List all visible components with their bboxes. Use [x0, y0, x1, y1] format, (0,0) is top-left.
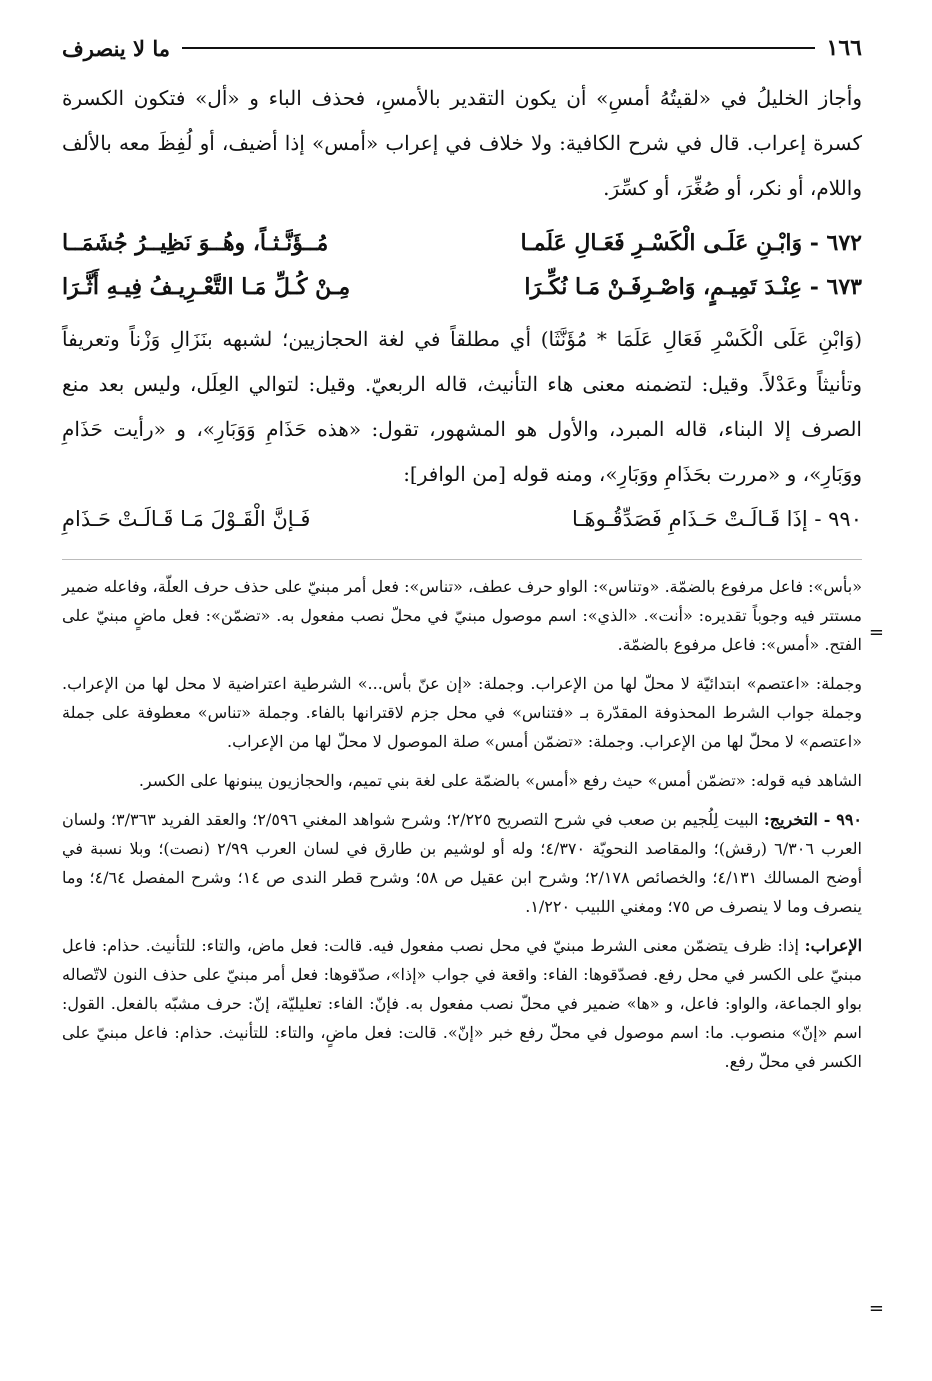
- verse-990-second-hemistich: فَـإنَّ الْقَـوْلَ مَـا قَـالَـتْ حَـذَامِ: [62, 507, 311, 531]
- running-title: ما لا ينصرف: [62, 35, 170, 61]
- header-rule: [182, 47, 815, 49]
- page-number: ١٦٦: [826, 35, 862, 61]
- footnote-separator: [62, 559, 862, 560]
- irab-text: إذا: ظرف يتضمّن معنى الشرط مبنيّ في محل نصب مفعول فيه. قالت: فعل ماض، والتاء: للتأنيث. حذام: فاعل مبنيّ على الكسر في محل رفع. فصدّقوها: الفاء: واقعة في جواب «إذا»، صدّقوها: فعل أمر مبنيّ على حذف النون لاتّصاله بواو الجماعة، والواو: فاعل، و «ها» ضمير في محلّ نصب مفعول به. فإنّ: الفاء: تعليليّة، إنّ: حرف مشبّه بالفعل. القول: اسم «إنّ» منصوب. ما: اسم موصول في محلّ رفع خبر «إنّ». قالت: فعل ماضٍ، والتاء: للتأنيث. حذام: فاعل مبنيّ على الكسر في محلّ رفع.: [62, 936, 862, 1071]
- footnote-irab: [62, 931, 862, 1076]
- irab-label: الإعراب:: [804, 936, 863, 955]
- verse-673-second-hemistich: مِـنْ كُـلِّ مَـا التَّعْـرِيـفُ فِيـهِ أَثَّـرَا: [62, 274, 351, 300]
- takhrij-text: البيت لِلُجيم بن صعب في شرح التصريح ٢/٢٢٥؛ وشرح شواهد المغني ٢/٥٩٦؛ والعقد الفريد ٣/٣٦٣؛ ولسان العرب ٦/٣٠٦ (رقش)؛ والمقاصد النحويّة ٤/٣٧٠؛ وله أو لوشيم بن طارق في لسان العرب ٢/٩٩ (نصت)؛ وبلا نسبة في أوضح المسالك ٤/١٣١؛ والخصائص ٢/١٧٨؛ وشرح ابن عقيل ص ٥٨؛ وشرح قطر الندى ص ١٤؛ وشرح المفصل ٤/٦٤؛ وما ينصرف وما لا ينصرف ص ٧٥؛ ومغني اللبيب ١/٢٢٠.: [62, 810, 863, 916]
- footnotes: [62, 572, 862, 1076]
- continuation-mark-bottom: =: [868, 1298, 884, 1319]
- footnote-takhrij: [62, 805, 862, 921]
- paragraph-1: وأجاز الخليلُ في «لقيتُهُ أمسِ» أن يكون التقدير بالأمسِ، فحذف الباء و «أل» فتكون الكسرة كسرة إعراب. قال في شرح الكافية: ولا خلاف في إعراب «أمس» إذا أضيف، أو لُفِظَ معه بالألف واللام، أو نكر، أو صُغِّرَ، أو كسِّرَ.: [62, 86, 862, 200]
- verse-990-first-hemistich: ٩٩٠ - إذَا قَـالَـتْ حَـذَامِ فَصَدِّقُـوهَـا: [571, 507, 862, 531]
- verse-673: [62, 265, 862, 309]
- verse-672: [62, 221, 862, 265]
- verse-990: [62, 497, 862, 541]
- footnote-grammar-1: «بأس»: فاعل مرفوع بالضمّة. «وتناس»: الواو حرف عطف، «تناس»: فعل أمر مبنيّ على حذف حرف العلّة، وفاعله ضمير مستتر فيه وجوباً تقديره: «أنت». «الذي»: اسم موصول مبنيّ في محلّ نصب مفعول به. «تضمّن»: فعل ماضٍ مبنيّ على الفتح. «أمس»: فاعل مرفوع بالضمّة.: [62, 577, 863, 654]
- verse-673-first-hemistich: ٦٧٣ - عِنْـدَ تَمِيـمٍ، وَاصْـرِفَـنْ مَـا نُكِّـرَا: [524, 274, 862, 300]
- footnote-grammar-2: وجملة: «اعتصم» ابتدائيّة لا محلّ لها من الإعراب. وجملة: «إن عنّ بأس...» الشرطية اعتراضية لا محل لها من الإعراب. وجملة جواب الشرط المحذوفة المقدّرة بـ «فتناس» في محل جزم لاقترانها بالفاء. وجملة «تناس» معطوفة على جملة «اعتصم» لا محلّ لها من الإعراب. وجملة: «تضمّن أمس» صلة الموصول لا محلّ لها من الإعراب.: [62, 674, 862, 751]
- main-text: [62, 76, 862, 541]
- verse-672-second-hemistich: مُــؤَنَّـثـاً، وهُــوَ نَظِيــرُ جُشَمَــا: [62, 230, 329, 256]
- footnote-evidence: الشاهد فيه قوله: «تضمّن أمس» حيث رفع «أمس» بالضمّة على لغة بني تميم، والحجازيون يبنونها على الكسر.: [138, 771, 862, 790]
- paragraph-2: (وَابْنِ عَلَى الْكَسْرِ فَعَالِ عَلَمَا * مُؤَنَّثَا) أي مطلقاً في لغة الحجازيين؛ لشبهه بنَزَالِ وَزْناً وتعريفاً وتأنيثاً وعَدْلاً. وقيل: لتضمنه معنى هاء التأنيث، قاله الربعيّ. وقيل: لتوالي العِلَل، وليس بعد منع الصرف إلا البناء، قاله المبرد، والأول هو المشهور، تقول: «هذه حَذَامِ وَوَبَارِ»، و «رأيت حَذَامِ ووَبَارِ»، و «مررت بحَذَامِ ووَبَارِ»، ومنه قوله [من الوافر]:: [62, 327, 862, 486]
- takhrij-label: ٩٩٠ - التخريج:: [763, 810, 863, 829]
- page-header: [62, 34, 862, 62]
- verse-672-first-hemistich: ٦٧٢ - وَابْـنِ عَلَـى الْكَسْـرِ فَعَـالِ عَلَمـا: [520, 230, 862, 256]
- continuation-mark-top: =: [868, 622, 884, 643]
